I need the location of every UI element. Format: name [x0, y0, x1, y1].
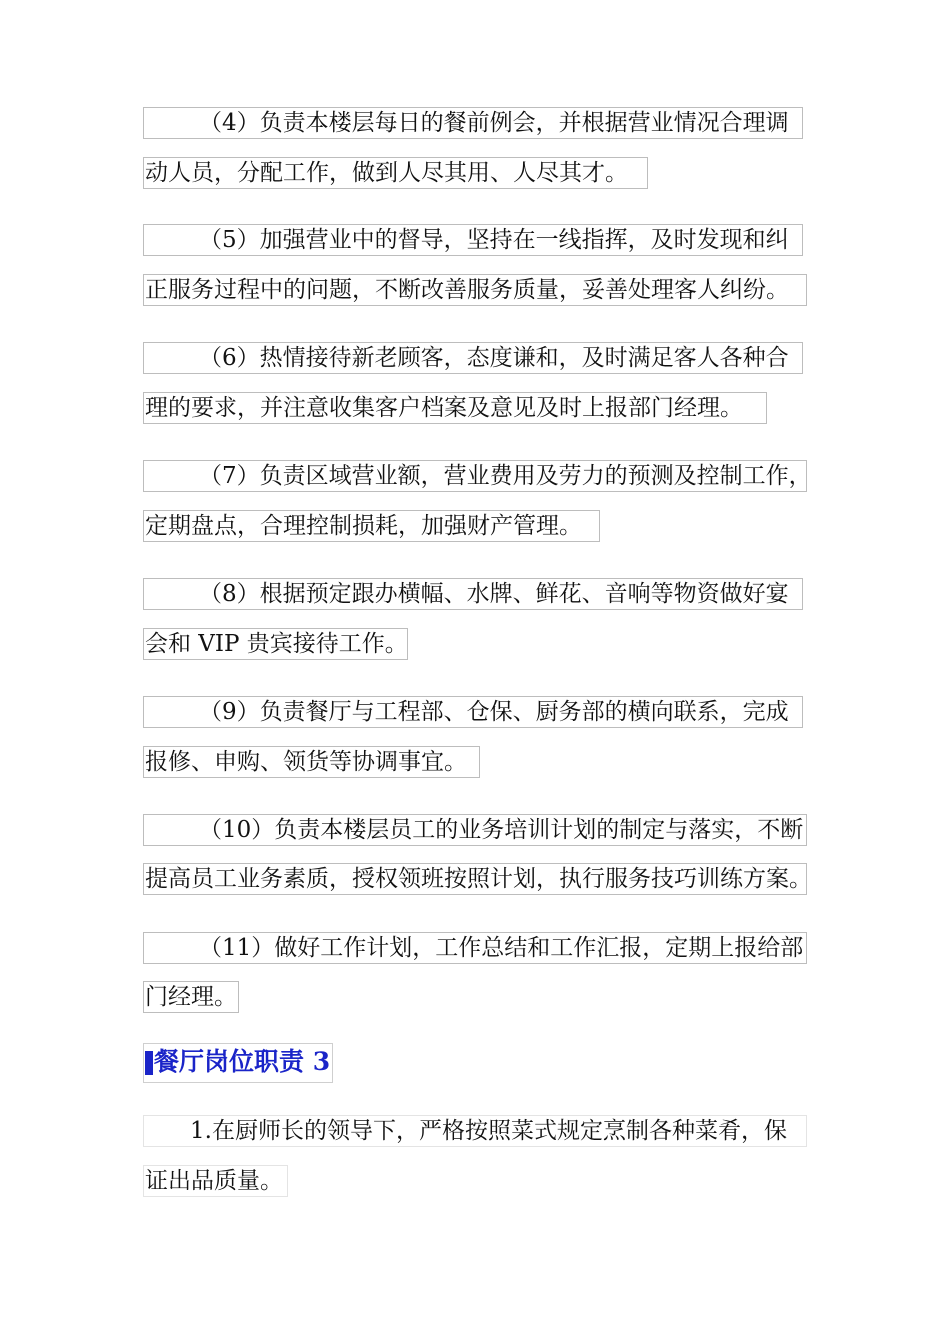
- paragraph-9-line-2: 报修、申购、领货等协调事宜。: [143, 746, 480, 778]
- paragraph-7-line-1: （7）负责区域营业额，营业费用及劳力的预测及控制工作，: [143, 460, 807, 492]
- paragraph-4-line-2: 动人员，分配工作，做到人尽其用、人尽其才。: [143, 157, 648, 189]
- section3-line-2: 证出品质量。: [143, 1165, 288, 1197]
- paragraph-8-line-1: （8）根据预定跟办横幅、水牌、鲜花、音响等物资做好宴: [143, 578, 803, 610]
- paragraph-10-line-2: 提高员工业务素质，授权领班按照计划，执行服务技巧训练方案。: [143, 863, 807, 895]
- paragraph-5-line-2: 正服务过程中的问题，不断改善服务质量，妥善处理客人纠纷。: [143, 274, 807, 306]
- paragraph-8-line-2: 会和 VIP 贵宾接待工作。: [143, 628, 408, 660]
- paragraph-9-line-1: （9）负责餐厅与工程部、仓保、厨务部的横向联系，完成: [143, 696, 803, 728]
- section-heading-text: 餐厅岗位职责 3: [154, 1047, 331, 1076]
- paragraph-5-line-1: （5）加强营业中的督导，坚持在一线指挥，及时发现和纠: [143, 224, 803, 256]
- paragraph-4-line-1: （4）负责本楼层每日的餐前例会，并根据营业情况合理调: [143, 107, 803, 139]
- heading-marker-icon: [145, 1051, 153, 1075]
- paragraph-7-line-2: 定期盘点，合理控制损耗，加强财产管理。: [143, 510, 600, 542]
- section-heading: [143, 1043, 333, 1083]
- paragraph-11-line-2: 门经理。: [143, 981, 239, 1013]
- section3-line-1: 1.在厨师长的领导下，严格按照菜式规定烹制各种菜肴，保: [143, 1115, 807, 1147]
- paragraph-10-line-1: （10）负责本楼层员工的业务培训计划的制定与落实，不断: [143, 814, 807, 846]
- paragraph-11-line-1: （11）做好工作计划，工作总结和工作汇报，定期上报给部: [143, 932, 807, 964]
- paragraph-6-line-2: 理的要求，并注意收集客户档案及意见及时上报部门经理。: [143, 392, 767, 424]
- paragraph-6-line-1: （6）热情接待新老顾客，态度谦和，及时满足客人各种合: [143, 342, 803, 374]
